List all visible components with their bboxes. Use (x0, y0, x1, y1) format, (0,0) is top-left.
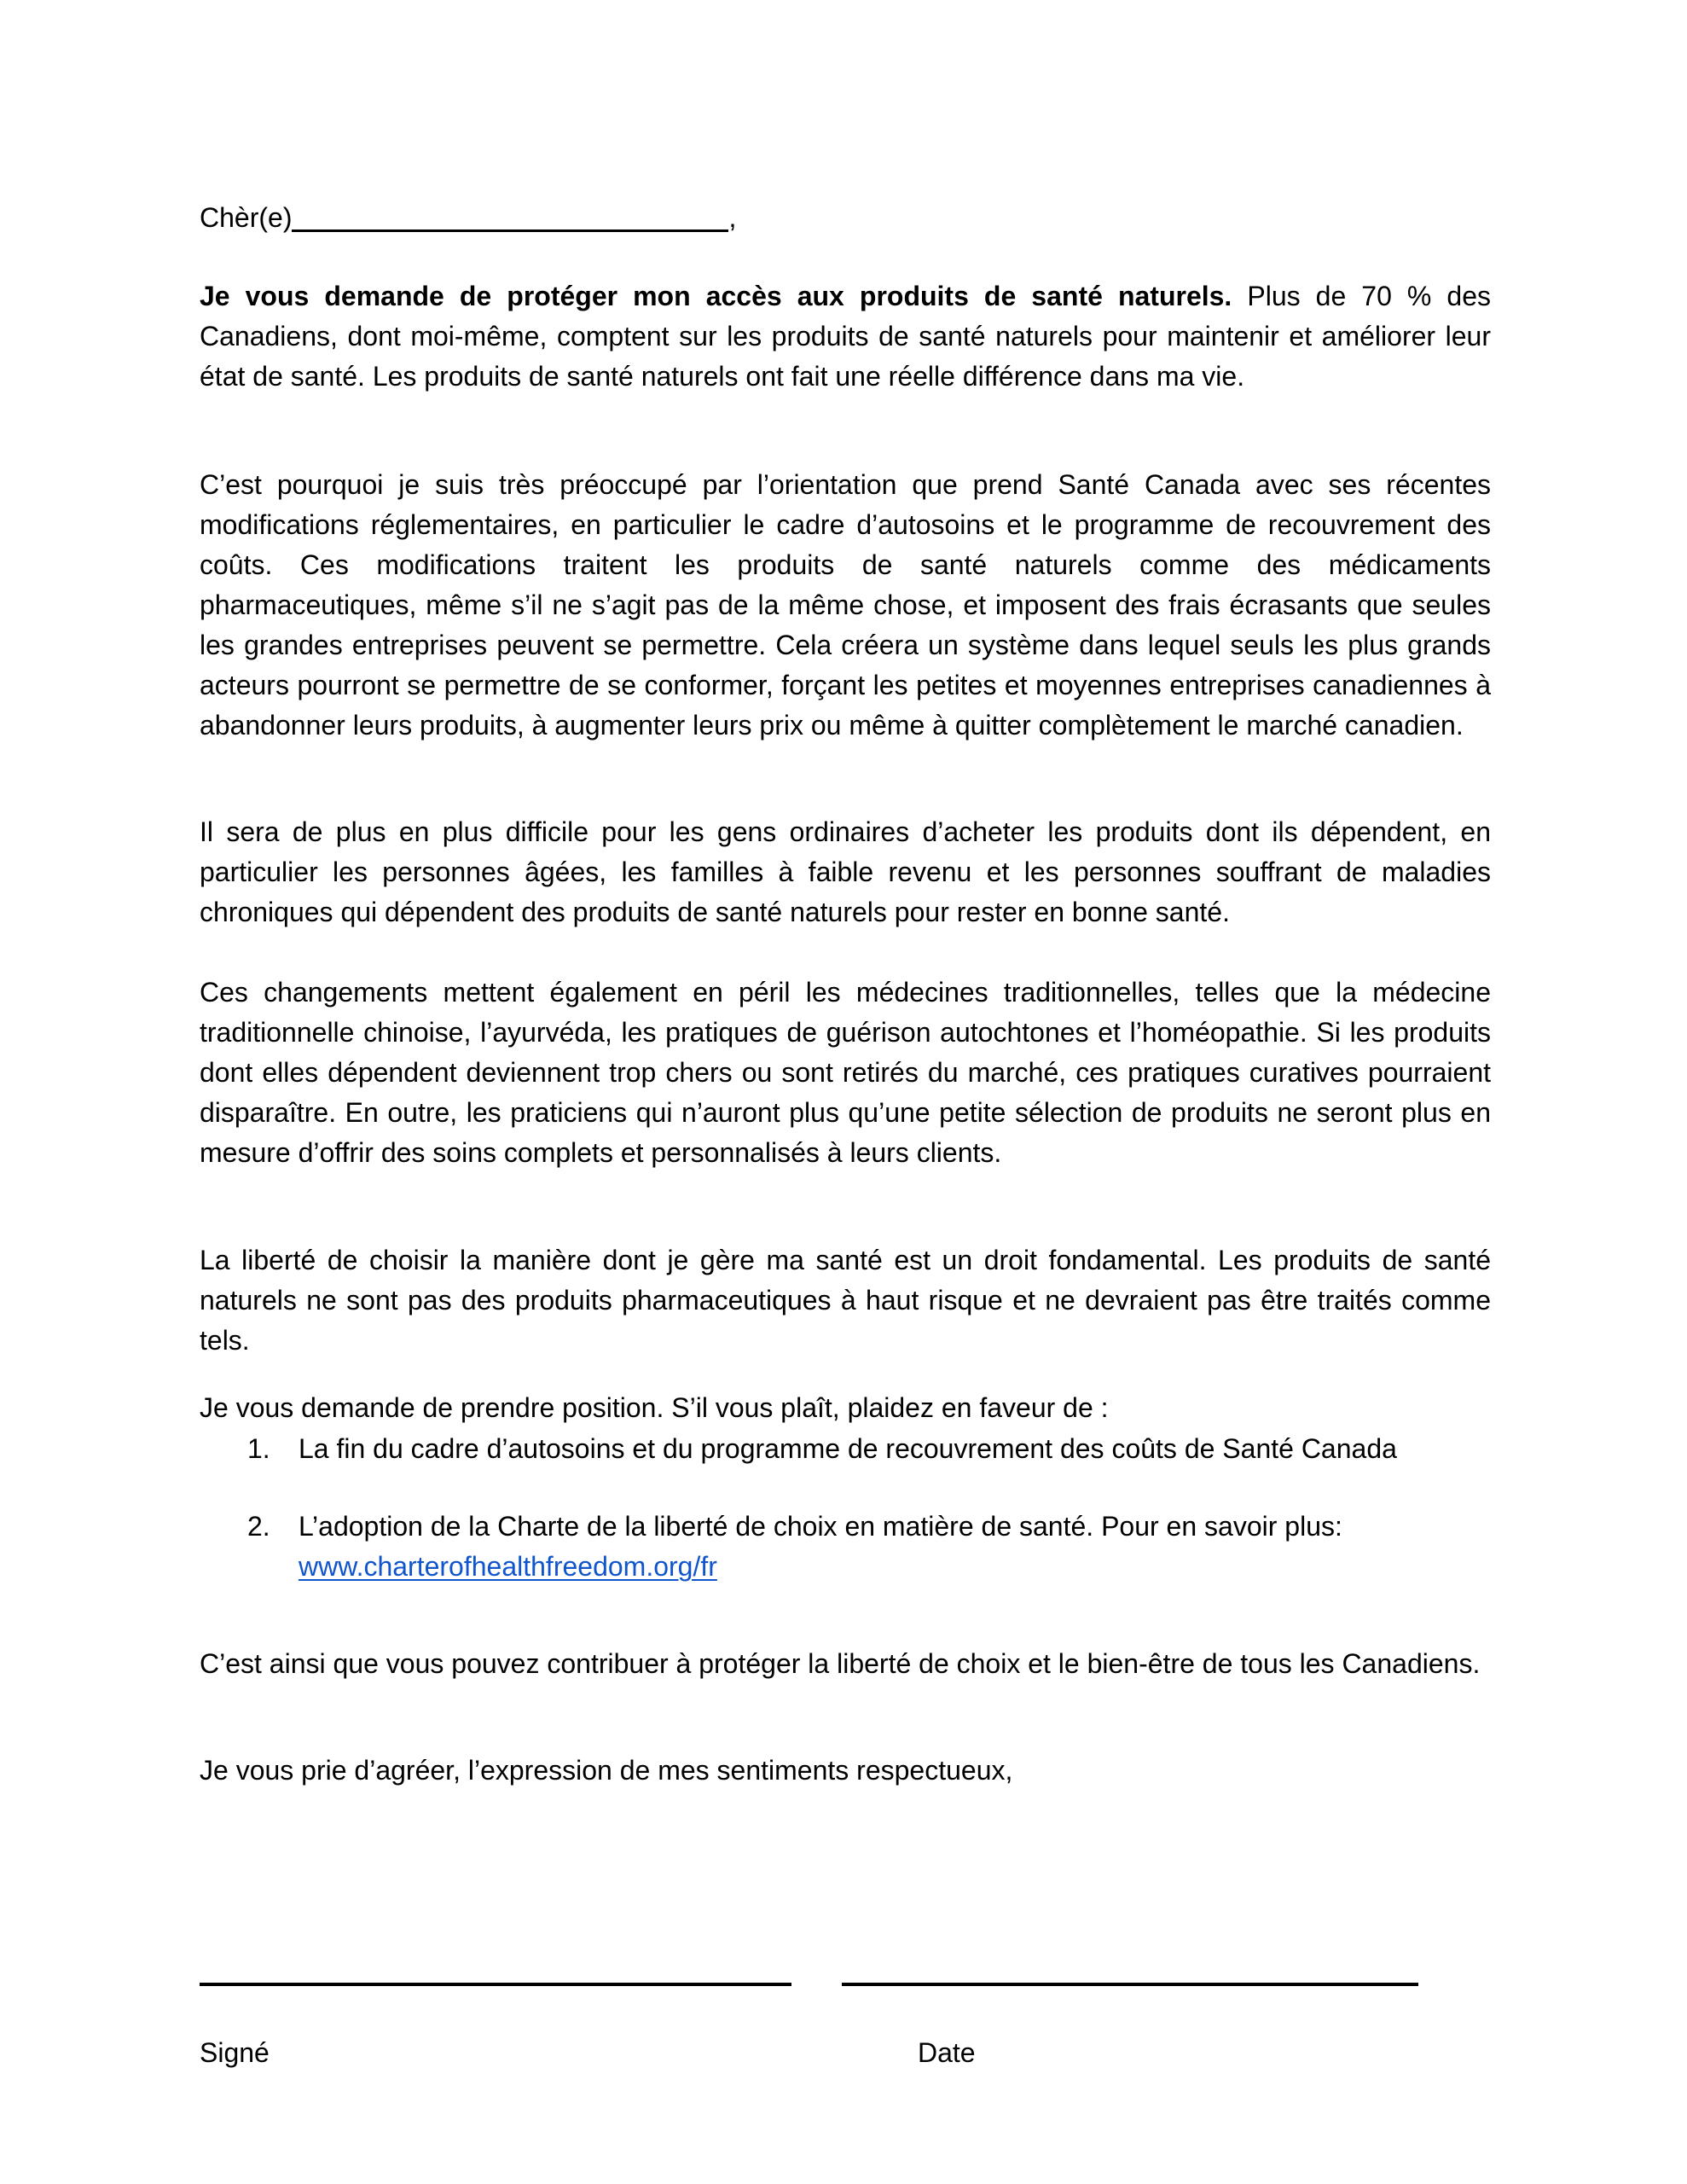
signature-label: Signé (200, 2037, 270, 2068)
paragraph-closing: C’est ainsi que vous pouvez contribuer à protéger la liberté de choix et le bien-être de tous les Canadiens. (200, 1648, 1481, 1679)
paragraph-traditional-medicine: Ces changements mettent également en péril les médecines traditionnelles, telles que la médecine traditionnelle chinoise, l’ayurvéda, les pratiques de guérison autochtones et l’homéopathie. Si les produits dont elles dépendent deviennent trop chers ou sont retirés du marché, ces pratiques curatives pourraient disparaître. En outre, les praticiens qui n’auront plus qu’une petite sélection de produits ne seront plus en mesure d’offrir des soins complets et personnalisés à leurs clients. (200, 977, 1491, 1168)
paragraph-ask: Je vous demande de prendre position. S’il vous plaît, plaidez en faveur de : (200, 1392, 1109, 1423)
list-item (247, 1429, 1527, 1469)
signature-line[interactable] (200, 1983, 791, 1986)
list-number: 1. (247, 1433, 270, 1464)
intro-text: Plus de 70 % des Canadiens, dont moi-même, comptent sur les produits de santé naturels pour maintenir et améliorer leur état de santé. Les produits de santé naturels ont fait une réelle différence dans ma vie. (200, 281, 1492, 392)
intro-bold-lead: Je vous demande de protéger mon accès aux produits de santé naturels. (200, 281, 1232, 311)
paragraph-intro (200, 276, 1491, 397)
salutation-prefix: Chèr(e) (200, 202, 293, 233)
list-item-text: La fin du cadre d’autosoins et du programme de recouvrement des coûts de Santé Canada (299, 1433, 1397, 1464)
charter-link[interactable]: www.charterofhealthfreedom.org/fr (299, 1551, 717, 1582)
paragraph-regards: Je vous prie d’agréer, l’expression de mes sentiments respectueux, (200, 1755, 1013, 1786)
request-list-item-1 (247, 1429, 1527, 1469)
paragraph-access: Il sera de plus en plus difficile pour les gens ordinaires d’acheter les produits dont ils dépendent, en particulier les personnes âgées, les familles à faible revenu et les personnes souffrant de maladies chroniques qui dépendent des produits de santé naturels pour rester en bonne santé. (200, 816, 1491, 927)
list-item-text: L’adoption de la Charte de la liberté de choix en matière de santé. Pour en savoir plus: (299, 1511, 1342, 1542)
salutation (200, 198, 1491, 238)
paragraph-freedom: La liberté de choisir la manière dont je gère ma santé est un droit fondamental. Les produits de santé naturels ne sont pas des produits pharmaceutiques à haut risque et ne devraient pas être traités comme tels. (200, 1245, 1491, 1356)
date-line[interactable] (842, 1983, 1418, 1986)
recipient-name-blank[interactable] (292, 200, 728, 232)
date-label: Date (918, 2037, 976, 2068)
paragraph-concern: C’est pourquoi je suis très préoccupé par l’orientation que prend Santé Canada avec ses récentes modifications réglementaires, en particulier le cadre d’autosoins et le programme de recouvrement des coûts. Ces modifications traitent les produits de santé naturels comme des médicaments pharmaceutiques, même s’il ne s’agit pas de la même chose, et imposent des frais écrasants que seules les grandes entreprises peuvent se permettre. Cela créera un système dans lequel seuls les plus grands acteurs pourront se permettre de se conformer, forçant les petites et moyennes entreprises canadiennes à abandonner leurs produits, à augmenter leurs prix ou même à quitter complètement le marché canadien. (200, 469, 1491, 741)
salutation-suffix: , (728, 202, 737, 233)
list-number: 2. (247, 1511, 270, 1542)
request-list-item-2 (247, 1507, 1527, 1587)
list-item (247, 1507, 1527, 1587)
